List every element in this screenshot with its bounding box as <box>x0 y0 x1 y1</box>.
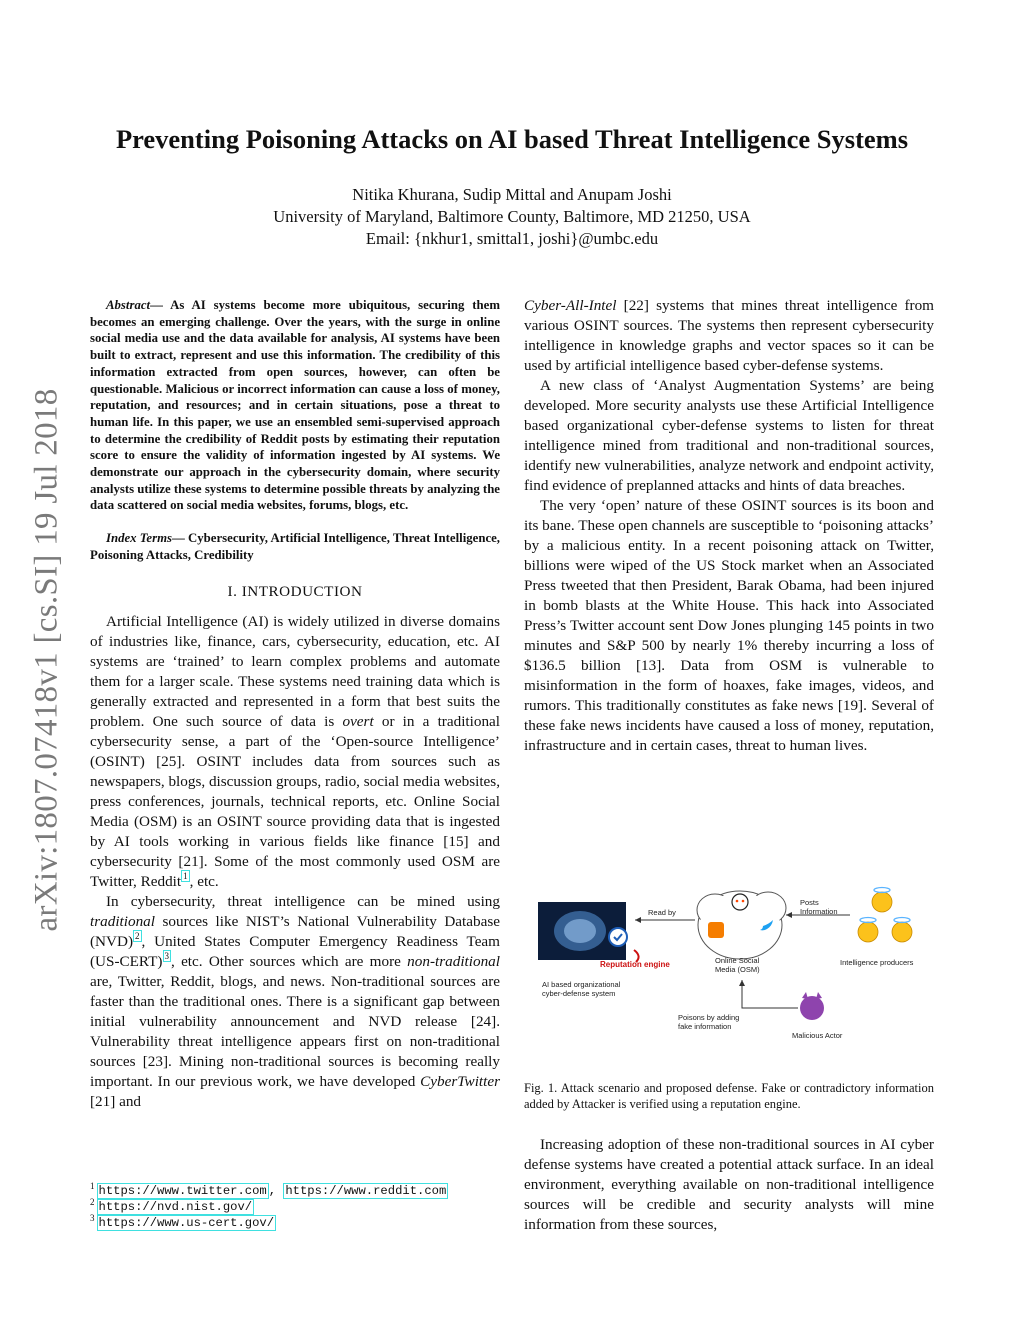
footnote-link-nvd[interactable]: https://nvd.nist.gov/ <box>98 1200 253 1214</box>
intro-paragraph-1 <box>90 612 500 892</box>
right-column <box>524 296 934 756</box>
right-paragraph-2: A new class of ‘Analyst Augmentation Systems’ are being developed. More security analysts use these Artificial Intelligence based organizational cyber-defense systems to listen for threat intelligence mined from traditional and non-traditional sources, identify new vulnerabilities, analyze network and endpoint activity, find evidence of preplanned attacks and hints of data breaches. <box>524 377 934 494</box>
footnote-ref-1[interactable]: 1 <box>183 871 188 882</box>
malicious-actor-icon <box>800 996 824 1020</box>
author-names: Nitika Khurana, Sudip Mittal and Anupam Joshi <box>352 185 672 204</box>
intro-p1-emphasis: overt <box>342 712 374 730</box>
intro-p1-text-c: , etc. <box>189 872 219 890</box>
reputation-engine-label: Reputation engine <box>600 960 670 969</box>
footnote-ref-3[interactable]: 3 <box>164 951 169 962</box>
osm-label-1: Online Social <box>715 956 760 965</box>
brain-core-icon <box>564 919 596 943</box>
footnote-link-reddit[interactable]: https://www.reddit.com <box>285 1184 447 1198</box>
reddit-icon <box>732 894 748 910</box>
footnote-number: 1 <box>90 1180 95 1191</box>
right-paragraph-3: The very ‘open’ nature of these OSINT sources is its boon and its bane. These open channels are susceptible to ‘poisoning attacks’ by a malicious entity. In a recent poisoning attack on Twitter, billions were wiped of the US Stock market when an Associated Press tweeted that then President, Barak Obama, had been injured in bomb blasts at the White House. This hack into Associated Press’s Twitter account sent Dow Jones plunging 145 points in two minutes and S&P 500 by nearly 1% thereby incurring a loss of $136.5 billion [13]. Data from OSM is vulnerable to misinformation in the form of hoaxes, fake images, videos, and rumors. This traditionally constitutes as fake news [19]. Several of these fake news incidents have caused a loss of money, reputation, infrastructure and in certain cases, threat to human lives. <box>524 497 934 754</box>
arxiv-identifier-stamp <box>22 380 72 940</box>
index-terms: Index Terms— Cybersecurity, Artificial Intelligence, Threat Intelligence, Poisoning Attacks, Credibility <box>90 531 501 562</box>
intro-p2-text-b: sources like NIST’s National Vulnerability Database (NVD) <box>90 912 500 950</box>
ai-system-label-2: cyber-defense system <box>542 989 616 998</box>
read-by-label: Read by <box>648 908 676 917</box>
footnote-ref-2[interactable]: 2 <box>135 931 140 942</box>
blogger-icon <box>708 922 724 938</box>
intro-p1-text-a: Artificial Intelligence (AI) is widely utilized in diverse domains of industries like, finance, cars, cybersecurity, education, etc. AI systems are ‘trained’ to learn complex problems and automate them for a larger scale. These systems need training data which is generally extracted and represented in a form that best suits the problem. One such source of data is <box>90 612 500 730</box>
read-by-arrowhead-icon <box>635 917 641 923</box>
abstract-label: Abstract <box>106 298 151 312</box>
footnote-link-twitter[interactable]: https://www.twitter.com <box>98 1184 267 1198</box>
intel-producers-label: Intelligence producers <box>840 958 914 967</box>
intro-p2-text-a: In cybersecurity, threat intelligence can be mined using <box>106 892 500 910</box>
footnote-number: 3 <box>90 1212 95 1223</box>
posts-info-label-2: Information <box>800 907 838 916</box>
poisons-label-1: Poisons by adding <box>678 1013 740 1022</box>
abstract: Abstract— As AI systems become more ubiquitous, securing them becomes an emerging challenge. Over the years, with the surge in online social media use and the data available for analysis, AI systems have been built to extract, represent and use this information. The credibility of this information extracted from open sources, however, can often be questionable. Malicious or incorrect information can cause a loss of money, reputation, and resources; and in certain situations, pose a threat to human life. In this paper, we use an ensembled semi-supervised approach to determine the credibility of Reddit posts by estimating their reputation score to ensure the validity of information ingested by AI systems. We demonstrate our approach in the cybersecurity domain, where security analysts utilize these systems to determine possible threats by analyzing the data scattered on social media websites, forums, blogs, etc. <box>90 298 500 513</box>
footnote-3 <box>90 1212 500 1231</box>
arxiv-identifier: arXiv:1807.07418v1 [cs.SI] 19 Jul 2018 <box>28 388 65 932</box>
right-column-bottom <box>524 1135 934 1235</box>
footnote-number: 2 <box>90 1196 95 1207</box>
intro-p2-text-e: are, Twitter, Reddit, blogs, and news. Non-traditional sources are faster than the traditional ones. There is a significant gap between initial vulnerability announcement and NVD release [24]. Vulnerability threat intelligence appears first on non-traditional sources [23]. Mining non-traditional sources is becoming really important. In our previous work, we have developed <box>90 972 500 1090</box>
intro-p2-text-d: , etc. Other sources which are more <box>171 952 408 970</box>
author-email: Email: {nkhur1, smittal1, joshi}@umbc.edu <box>365 229 659 248</box>
footnotes <box>90 1180 500 1231</box>
intro-p2-text-c: , United States Computer Emergency Readiness Team (US-CERT) <box>90 932 500 970</box>
index-terms-text: Cybersecurity, Artificial Intelligence, Threat Intelligence, Poisoning Attacks, Credibility <box>90 531 501 562</box>
right-p1-text: [22] systems that mines threat intelligence from various OSINT sources. The systems then represent cybersecurity intelligence in knowledge graphs and vector spaces so it can be used by artificial intelligence based cyber-defense systems. <box>524 297 934 374</box>
intro-p2-emphasis-traditional: traditional <box>90 912 155 930</box>
figure-1 <box>530 870 940 1055</box>
intro-paragraph-2 <box>90 892 500 1112</box>
author-block <box>100 184 924 250</box>
intro-p2-emphasis-cybertwitter: CyberTwitter <box>420 1072 500 1090</box>
ai-system-label-1: AI based organizational <box>542 980 621 989</box>
abstract-text: As AI systems become more ubiquitous, securing them becomes an emerging challenge. Over the years, with the surge in online social media use and the data available for analysis, AI systems have been built to extract, represent and use this information. The credibility of this information extracted from open sources, however, can often be questionable. Malicious or incorrect information can cause a loss of money, reputation, and resources; and in certain situations, pose a threat to human life. In this paper, we use an ensembled semi-supervised approach to determine the credibility of Reddit posts by estimating their reputation score to ensure the validity of information ingested by AI systems. We demonstrate our approach in the cybersecurity domain, where security analysts utilize these systems to determine possible threats by analyzing the data scattered on social media websites, forums, blogs, etc. <box>90 298 500 513</box>
poisons-arrowhead-icon <box>739 980 745 986</box>
verified-check-icon <box>609 928 627 946</box>
poisons-label-2: fake information <box>678 1022 732 1031</box>
producer-emoji-icon <box>892 922 912 942</box>
producer-emoji-icon <box>858 922 878 942</box>
producer-emoji-icon <box>872 892 892 912</box>
intro-p2-emphasis-nontraditional: non-traditional <box>407 952 500 970</box>
intro-p2-text-f: [21] and <box>90 1092 142 1110</box>
attack-scenario-diagram <box>530 870 940 1055</box>
osm-label-2: Media (OSM) <box>715 965 760 974</box>
poisons-arrow <box>742 980 798 1008</box>
right-p1-emphasis: Cyber-All-Intel <box>524 297 617 314</box>
footnote-2 <box>90 1196 500 1215</box>
posts-info-label-1: Posts <box>800 898 819 907</box>
index-terms-label: Index Terms <box>106 531 173 546</box>
left-column <box>90 297 500 1112</box>
right-paragraph-1 <box>524 296 934 376</box>
malicious-actor-label: Malicious Actor <box>792 1031 843 1040</box>
author-affiliation: University of Maryland, Baltimore County, Baltimore, MD 21250, USA <box>273 207 751 226</box>
figure-1-caption: Fig. 1. Attack scenario and proposed defense. Fake or contradictory information added by Attacker is verified using a reputation engine. <box>524 1081 934 1111</box>
paper-title: Preventing Poisoning Attacks on AI based Threat Intelligence Systems <box>115 124 909 154</box>
footnote-1: $^1$ https://www.twitter.com , https://www.reddit.com <box>90 1180 447 1198</box>
right-paragraph-4: Increasing adoption of these non-traditional sources in AI cyber defense systems have created a potential attack surface. In an ideal environment, everything available on non-traditional intelligence sources will be credible and security analysts will mine information from these sources, <box>524 1136 934 1233</box>
posts-arrowhead-icon <box>786 912 792 918</box>
section-heading-introduction: I. INTRODUCTION <box>227 582 363 600</box>
footnote-link-uscert[interactable]: https://www.us-cert.gov/ <box>98 1216 275 1230</box>
intro-p1-text-b: or in a traditional cybersecurity sense, a part of the ‘Open-source Intelligence’ (OSINT) [25]. OSINT includes data from sources such as newspapers, blogs, discussion groups, radio, social media websites, press conferences, journals, technical reports, etc. Online Social Media (OSM) is an OSINT source providing data that is ingested by AI tools working in various fields like finance [15] and cybersecurity [21]. Some of the most commonly used OSM are Twitter, Reddit <box>90 712 500 890</box>
